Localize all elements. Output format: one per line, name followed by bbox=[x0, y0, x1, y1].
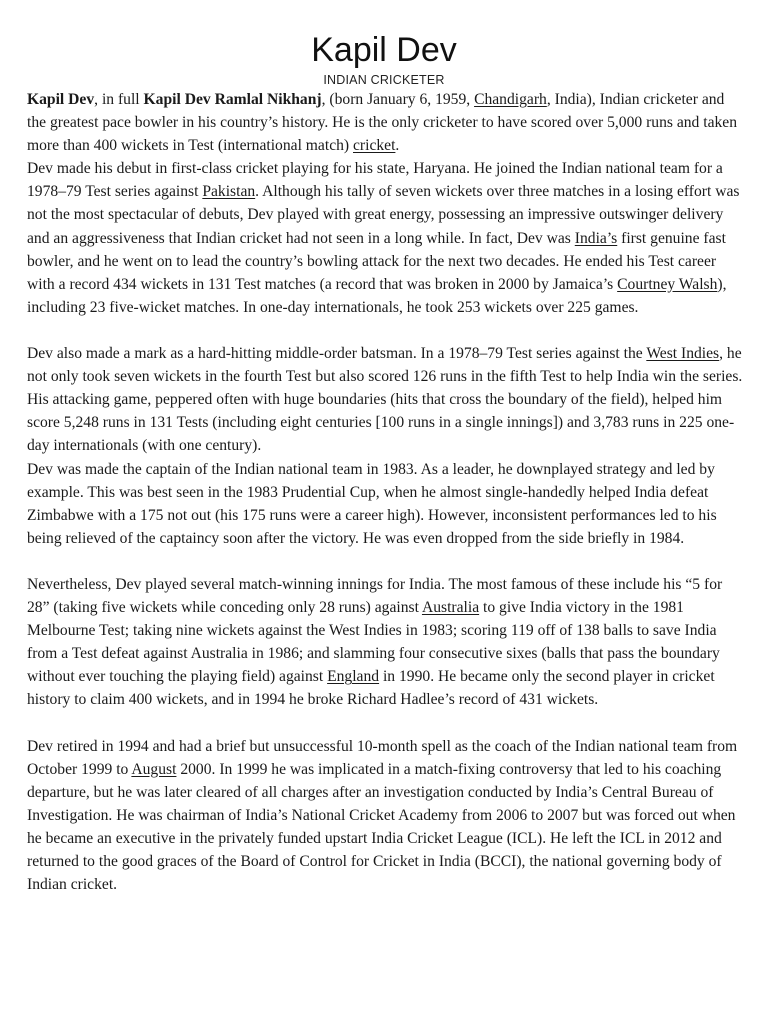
text-run: Dev also made a mark as a hard-hitting middle-order batsman. In a 1978–79 Test series against the bbox=[27, 345, 647, 363]
link-chandigarh[interactable]: Chandigarh bbox=[474, 91, 547, 108]
link-courtney-walsh[interactable]: Courtney Walsh bbox=[617, 275, 718, 293]
text-run: , India), Indian cricketer and the greatest pace bowler in his country’s history. He is the only cricketer to have scored over 5,000 runs and taken more than 400 wickets in Test (international match) bbox=[27, 91, 738, 155]
text-run: , (born January 6, 1959, bbox=[321, 91, 475, 108]
text-run: first genuine fast bowler, and he went on to lead the country’s bowling attack for the next two decades. He ended his Test career with a record 434 wickets in 131 Test matches (a record that was broken in 2000 by Jamaica’s bbox=[27, 229, 726, 293]
text-run: . bbox=[395, 137, 400, 155]
article-body bbox=[27, 88, 743, 896]
text-run: , in full bbox=[94, 91, 144, 108]
page-title: Kapil Dev bbox=[311, 31, 457, 69]
paragraph-batsman bbox=[27, 342, 743, 457]
paragraph-highlights bbox=[27, 573, 743, 712]
paragraph-captain: Dev was made the captain of the Indian national team in 1983. As a leader, he downplayed strategy and led by example. This was best seen in the 1983 Prudential Cup, when he almost single-handedly helped India defeat Zimbabwe with a 175 not out (his 175 runs were a career high). However, inconsistent performances led to his being relieved of the captaincy soon after the victory. He was even dropped from the side briefly in 1984. bbox=[27, 460, 717, 547]
text-run: . Although his tally of seven wickets over three matches in a losing effort was not the most spectacular of debuts, Dev played with great energy, possessing an impressive outswinger delivery and an aggressiveness that Indian cricket had not seen in a long while. In fact, Dev was bbox=[27, 183, 740, 247]
text-run: ), including 23 five-wicket matches. In one-day internationals, he took 253 wickets over 225 games. bbox=[27, 275, 727, 316]
text-run: in 1990. He became only the second player in cricket history to claim 400 wickets, and in 1994 he broke Richard Hadlee’s record of 431 wickets. bbox=[27, 668, 715, 709]
link-west-indies[interactable]: West Indies bbox=[646, 345, 720, 363]
link-pakistan[interactable]: Pakistan bbox=[202, 183, 256, 201]
paragraph-retirement bbox=[27, 735, 743, 897]
bold-name: Kapil Dev bbox=[27, 91, 95, 108]
text-run: 2000. In 1999 he was implicated in a match-fixing controversy that led to his coaching departure, but he was later cleared of all charges after an investigation conducted by India’s Central Bureau of Investigation. He was chairman of India’s National Cricket Academy from 2006 to 2007 but was forced out when he became an executive in the privately funded upstart India Cricket League (ICL). He left the ICL in 2012 and returned to the good graces of the Board of Control for Cricket in India (BCCI), the national governing body of Indian cricket. bbox=[27, 760, 736, 894]
text-run: Dev made his debut in first-class cricket playing for his state, Haryana. He joined the Indian national team for a 1978–79 Test series against bbox=[27, 160, 723, 201]
link-cricket[interactable]: cricket bbox=[353, 137, 396, 155]
link-august[interactable]: August bbox=[131, 760, 177, 778]
text-run: to give India victory in the 1981 Melbourne Test; taking nine wickets against the West Indies in 1983; scoring 119 off of 138 balls to save India from a Test defeat against Australia in 1986; and slamming four consecutive sixes (balls that pass the boundary without ever touching the playing field) against bbox=[27, 599, 720, 686]
text-run: , he not only took seven wickets in the fourth Test but also scored 126 runs in the fifth Test to help India win the series. His attacking game, peppered often with huge boundaries (hits that cross the boundary of the field), helped him score 5,248 runs in 131 Tests (including eight centuries [100 runs in a single innings]) and 3,783 runs in 225 one-day internationals (with one century). bbox=[27, 345, 743, 455]
bold-full-name: Kapil Dev Ramlal Nikhanj bbox=[143, 91, 322, 108]
paragraph-debut bbox=[27, 157, 743, 319]
paragraph-intro bbox=[27, 88, 743, 157]
link-australia[interactable]: Australia bbox=[421, 599, 480, 617]
text-run: Nevertheless, Dev played several match-winning innings for India. The most famous of these include his “5 for 28” (taking five wickets while conceding only 28 runs) against bbox=[27, 575, 723, 617]
text-run: Dev retired in 1994 and had a brief but unsuccessful 10-month spell as the coach of the Indian national team from October 1999 to bbox=[27, 737, 738, 778]
link-england[interactable]: England bbox=[327, 668, 380, 686]
page-subtitle: INDIAN CRICKETER bbox=[323, 73, 445, 87]
link-indias[interactable]: India’s bbox=[574, 229, 618, 247]
